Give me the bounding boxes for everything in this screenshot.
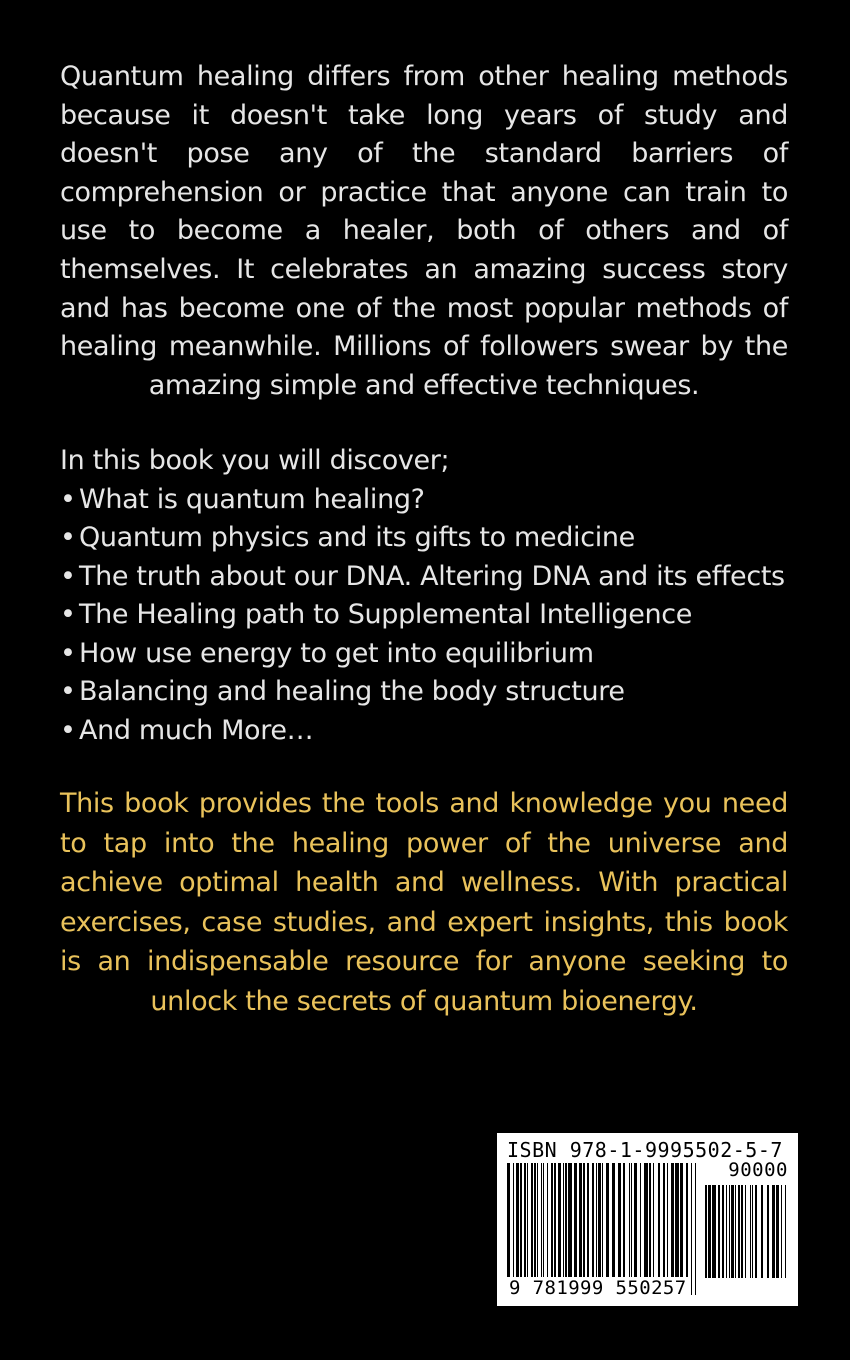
promo-paragraph: This book provides the tools and knowledge you need to tap into the healing power of the universe and achieve optimal health and wellness. With practical exercises, case studies, and expert insights, this book is an indispensable resource for anyone seeking to unlock the secrets of quantum bioenergy. [60,788,788,1017]
discover-item: • The Healing path to Supplemental Intelligence [60,596,800,635]
bullet-icon: • [60,483,76,515]
bullet-icon: • [60,599,76,630]
intro-paragraph: Quantum healing differs from other healing methods because it doesn't take long years of study and doesn't pose any of the standard barriers of comprehension or practice that anyone can train to use to become a healer, both of others and of themselves. It celebrates an amazing success story and has become one of the most popular methods of healing meanwhile. Millions of followers swear by the amazing simple and effective techniques. [60,61,788,401]
bullet-icon: • [60,522,76,553]
discover-heading: In this book you will discover; [60,445,450,476]
discover-item: • The truth about our DNA. Altering DNA and its effects [60,558,800,597]
discover-item: • Balancing and healing the body structure [60,673,800,712]
discover-list [60,481,800,751]
discover-item: • What is quantum healing? [60,481,800,520]
discover-item: • Quantum physics and its gifts to medicine [60,519,800,558]
bullet-icon: • [60,676,76,707]
bullet-icon: • [60,714,76,746]
discover-item: • And much More… [60,712,800,751]
isbn-label: ISBN 978-1-9995502-5-7 [507,1138,783,1162]
barcode-digits: 9 781999 550257 [509,1277,687,1299]
bullet-icon: • [60,560,76,592]
discover-section [60,442,800,750]
discover-item: • How use energy to get into equilibrium [60,635,800,674]
price-code: 90000 [728,1159,788,1181]
bullet-icon: • [60,637,76,669]
isbn-barcode [497,1133,798,1306]
